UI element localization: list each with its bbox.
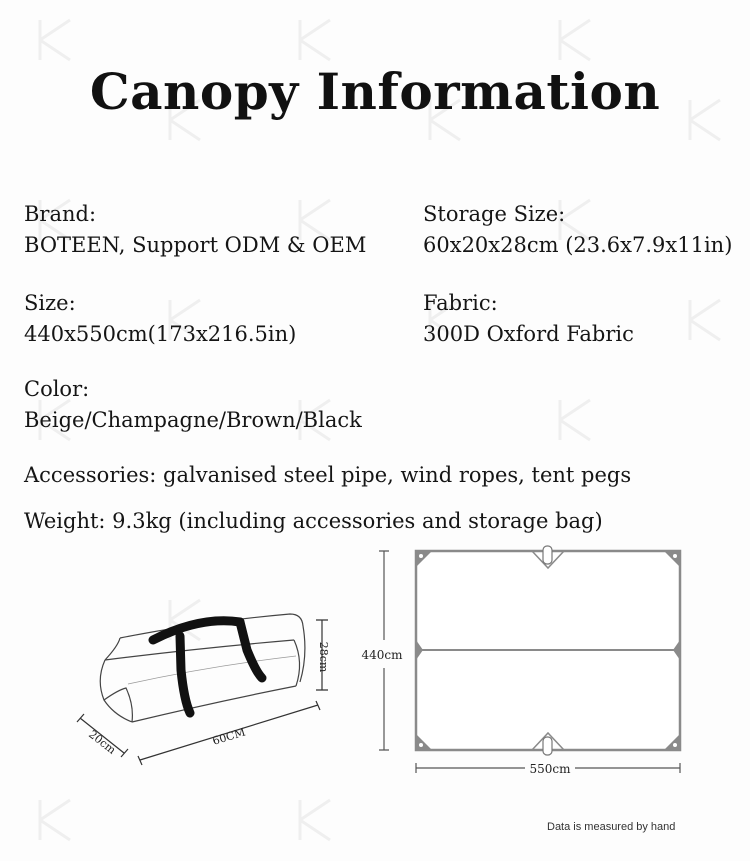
size-spec (24, 288, 296, 350)
storage-bag-illustration (100, 614, 305, 722)
color-label: Color: (24, 377, 90, 401)
weight-line: Weight: 9.3kg (including accessories and storage bag) (24, 509, 603, 533)
canopy-height-label: 440cm (361, 648, 403, 662)
accessories-line: Accessories: galvanised steel pipe, wind ropes, tent pegs (24, 463, 632, 487)
bag-handles (153, 621, 262, 713)
canopy-illustration (416, 546, 680, 755)
bag-height-label: 28cm (317, 641, 330, 673)
brand-spec (24, 199, 366, 261)
bag-length-label: 60CM (210, 725, 247, 748)
size-label: Size: (24, 291, 76, 315)
color-value: Beige/Champagne/Brown/Black (24, 408, 362, 432)
page-title: Canopy Information (89, 62, 661, 121)
bag-depth-label: 20cm (86, 727, 119, 757)
canopy-width-label: 550cm (529, 762, 571, 776)
fabric-label: Fabric: (423, 291, 498, 315)
fabric-spec (423, 288, 634, 350)
brand-label: Brand: (24, 202, 97, 226)
storage-size-label: Storage Size: (423, 202, 566, 226)
size-value: 440x550cm(173x216.5in) (24, 322, 297, 346)
storage-size-value: 60x20x28cm (23.6x7.9x11in) (423, 233, 733, 257)
brand-value: BOTEEN, Support ODM & OEM (24, 233, 367, 257)
storage-size-spec (423, 199, 732, 261)
color-spec (24, 374, 362, 436)
measurement-footnote: Data is measured by hand (547, 821, 676, 833)
fabric-value: 300D Oxford Fabric (423, 322, 634, 346)
product-dimension-diagram (0, 540, 750, 820)
